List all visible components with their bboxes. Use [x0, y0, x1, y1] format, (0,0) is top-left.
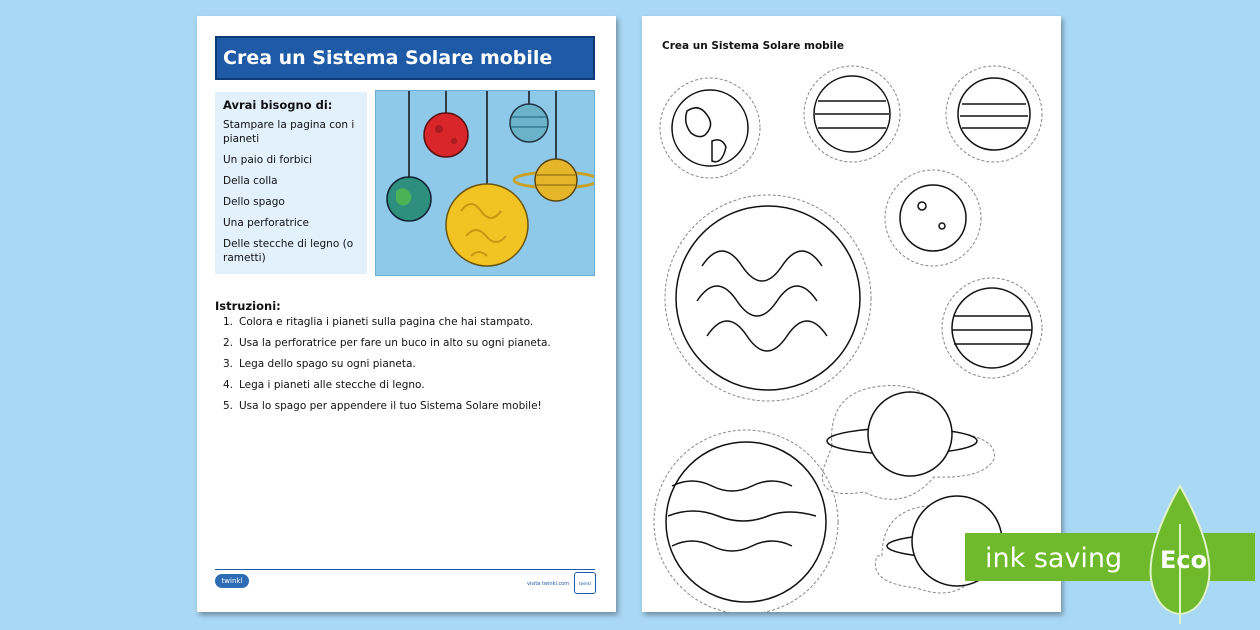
planet-mobile-icon	[376, 91, 594, 275]
step-text: Usa la perforatrice per fare un buco in alto su ogni pianeta.	[239, 337, 551, 349]
mobile-illustration	[375, 90, 595, 276]
material-item: Stampare la pagina con i pianeti	[223, 119, 355, 145]
material-item: Un paio di forbici	[223, 154, 313, 166]
eco-ink-saving-badge	[965, 484, 1260, 630]
instructions-header: Istruzioni:	[215, 299, 281, 313]
material-item: Dello spago	[223, 196, 285, 208]
cutout-page-title: Crea un Sistema Solare mobile	[662, 40, 844, 52]
instruction-step	[215, 379, 595, 400]
instruction-step	[215, 358, 595, 379]
materials-header: Avrai bisogno di:	[223, 98, 333, 112]
eco-label: Eco	[1160, 546, 1208, 574]
material-item: Delle stecche di legno (o rametti)	[223, 238, 354, 264]
step-text: Lega i pianeti alle stecche di legno.	[239, 379, 425, 391]
step-number: 5.	[222, 400, 233, 412]
step-text: Lega dello spago su ogni pianeta.	[239, 358, 416, 370]
step-text: Colora e ritaglia i pianeti sulla pagina che hai stampato.	[239, 316, 534, 328]
step-number: 3.	[222, 358, 233, 370]
instruction-step	[215, 337, 595, 358]
left-worksheet-page	[197, 16, 616, 612]
footer-divider	[215, 569, 595, 570]
page-title: Crea un Sistema Solare mobile	[223, 47, 553, 69]
material-item: Della colla	[223, 175, 278, 187]
step-number: 1.	[222, 316, 233, 328]
step-number: 2.	[222, 337, 233, 349]
step-number: 4.	[222, 379, 233, 391]
title-banner	[215, 36, 595, 80]
step-text: Usa lo spago per appendere il tuo Sistema Solare mobile!	[239, 400, 542, 412]
instruction-step	[215, 400, 595, 421]
footer-badge: twinkl	[574, 572, 596, 594]
instruction-step	[215, 316, 595, 337]
instructions-section	[215, 299, 595, 421]
footer-url: visita twinkl.com	[527, 581, 570, 587]
eco-band-text: ink saving	[985, 543, 1123, 574]
material-item: Una perforatrice	[223, 217, 310, 229]
twinkl-logo: twinkl	[215, 574, 249, 588]
materials-box	[215, 92, 367, 274]
